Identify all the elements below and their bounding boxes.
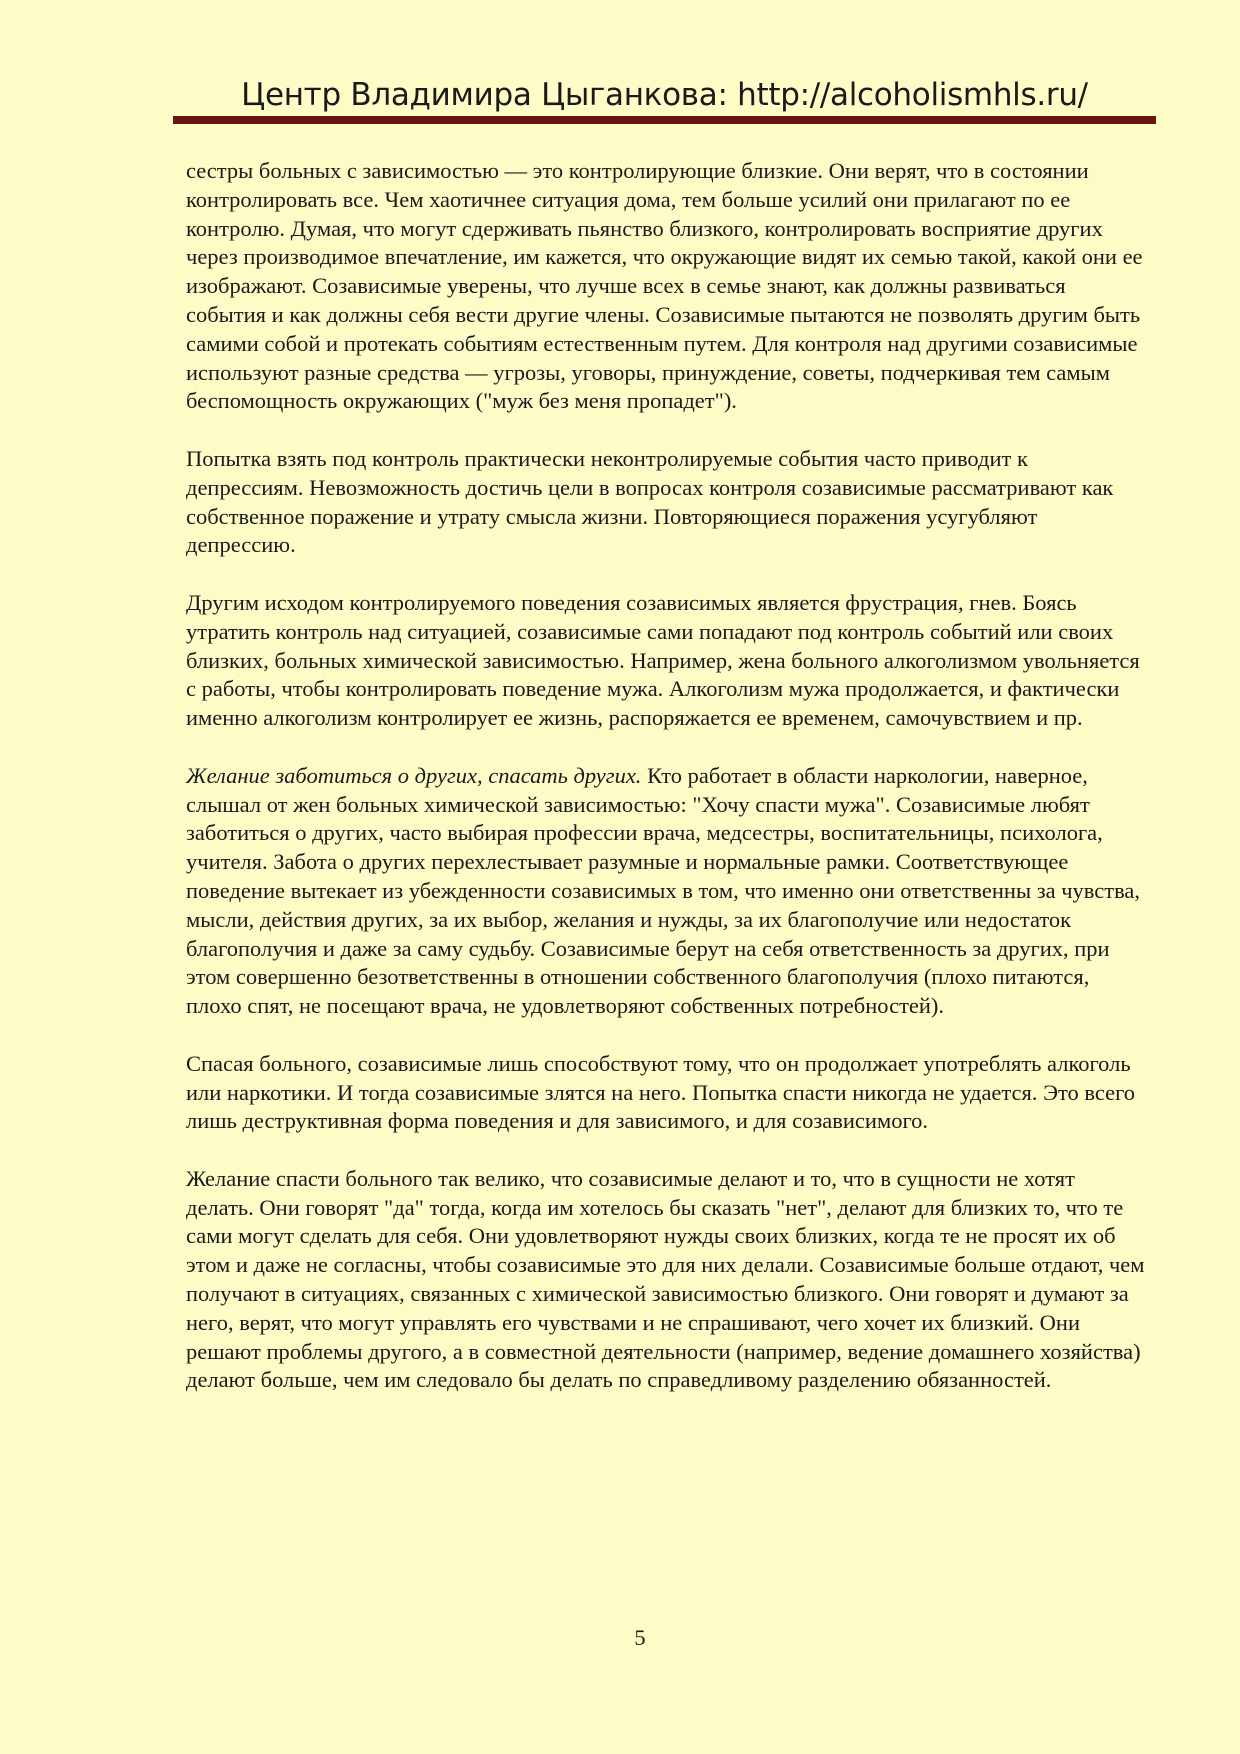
paragraph-depression: Попытка взять под контроль практически неконтролируемые события часто приводит к депрессиям. Невозможность достичь цели в вопросах контроля созависимые рассматривают как собственное поражение и утрату смысла жизни. Повторяющиеся поражения усугубляют депрессию. — [186, 445, 1114, 558]
paragraph-rescuing: Спасая больного, созависимые лишь способствуют тому, что он продолжает употреблять алкоголь или наркотики. И тогда созависимые злятся на него. Попытка спасти никогда не удается. Это всего лишь деструктивная форма поведения и для зависимого, и для созависимого. — [186, 1050, 1136, 1134]
paragraph-overgiving: Желание спасти больного так велико, что созависимые делают и то, что в сущности не хотят делать. Они говорят "да" тогда, когда им хотелось бы сказать "нет", делают для близких то, что те сами могут сделать для себя. Они удовлетворяют нужды своих близких, когда те не просят их об этом и даже не согласны, чтобы созависимые это для них делали. Созависимые больше отдают, чем получают в ситуациях, связанных с химической зависимостью близкого. Они говорят и думают за него, верят, что могут управлять его чувствами и не спрашивают, чего хочет их близкий. Они решают проблемы другого, а в совместной деятельности (например, ведение домашнего хозяйства) делают больше, чем им следовало бы делать по справедливому разделению обязанностей. — [186, 1165, 1145, 1393]
paragraph-caretaking-text: Кто работает в области наркологии, наверное, слышал от жен больных химической зависимостью: "Хочу спасти мужа". Созависимые любят заботиться о других, часто выбирая профессии врача, медсестры, воспитательницы, психолога, учителя. Забота о других перехлестывает разумные и нормальные рамки. Соответствующее поведение вытекает из убежденности созависимых в том, что именно они ответственны за чувства, мысли, действия других, за их выбор, желания и нужды, за их благополучие или недостаток благополучия и даже за саму судьбу. Созависимые берут на себя ответственность за других, при этом совершенно безответственны в отношении собственного благополучия (плохо питаются, плохо спят, не посещают врача, не удовлетворяют собственных потребностей). — [186, 762, 1141, 1019]
paragraph-frustration: Другим исходом контролируемого поведения созависимых является фрустрация, гнев. Боясь утратить контроль над ситуацией, созависимые сами попадают под контроль событий или своих близких, больных химической зависимостью. Например, жена больного алкоголизмом увольняется с работы, чтобы контролировать поведение мужа. Алкоголизм мужа продолжается, и фактически именно алкоголизм контролирует ее жизнь, распоряжается ее временем, самочувствием и пр. — [186, 589, 1140, 731]
paragraph-control: сестры больных с зависимостью — это контролирующие близкие. Они верят, что в состоянии контролировать все. Чем хаотичнее ситуация дома, тем больше усилий они прилагают по ее контролю. Думая, что могут сдерживать пьянство близкого, контролировать восприятие других через производимое впечатление, им кажется, что окружающие видят их семью такой, какой они ее изображают. Созависимые уверены, что лучше всех в семье знают, как должны развиваться события и как должны себя вести другие члены. Созависимые пытаются не позволять другим быть самими собой и протекать событиям естественным путем. Для контроля над другими созависимые используют разные средства — угрозы, уговоры, принуждение, советы, подчеркивая тем самым беспомощность окружающих ("муж без меня пропадет"). — [186, 158, 1143, 414]
page-header-title: Центр Владимира Цыганкова: http://alcoholismhls.ru/ — [241, 77, 1088, 113]
document-body — [186, 157, 1146, 1424]
page-number: 5 — [634, 1625, 646, 1650]
paragraph-caretaking-heading: Желание заботиться о других, спасать других. — [186, 762, 642, 788]
paragraph-caretaking — [186, 762, 1146, 1021]
header-divider — [173, 116, 1156, 124]
